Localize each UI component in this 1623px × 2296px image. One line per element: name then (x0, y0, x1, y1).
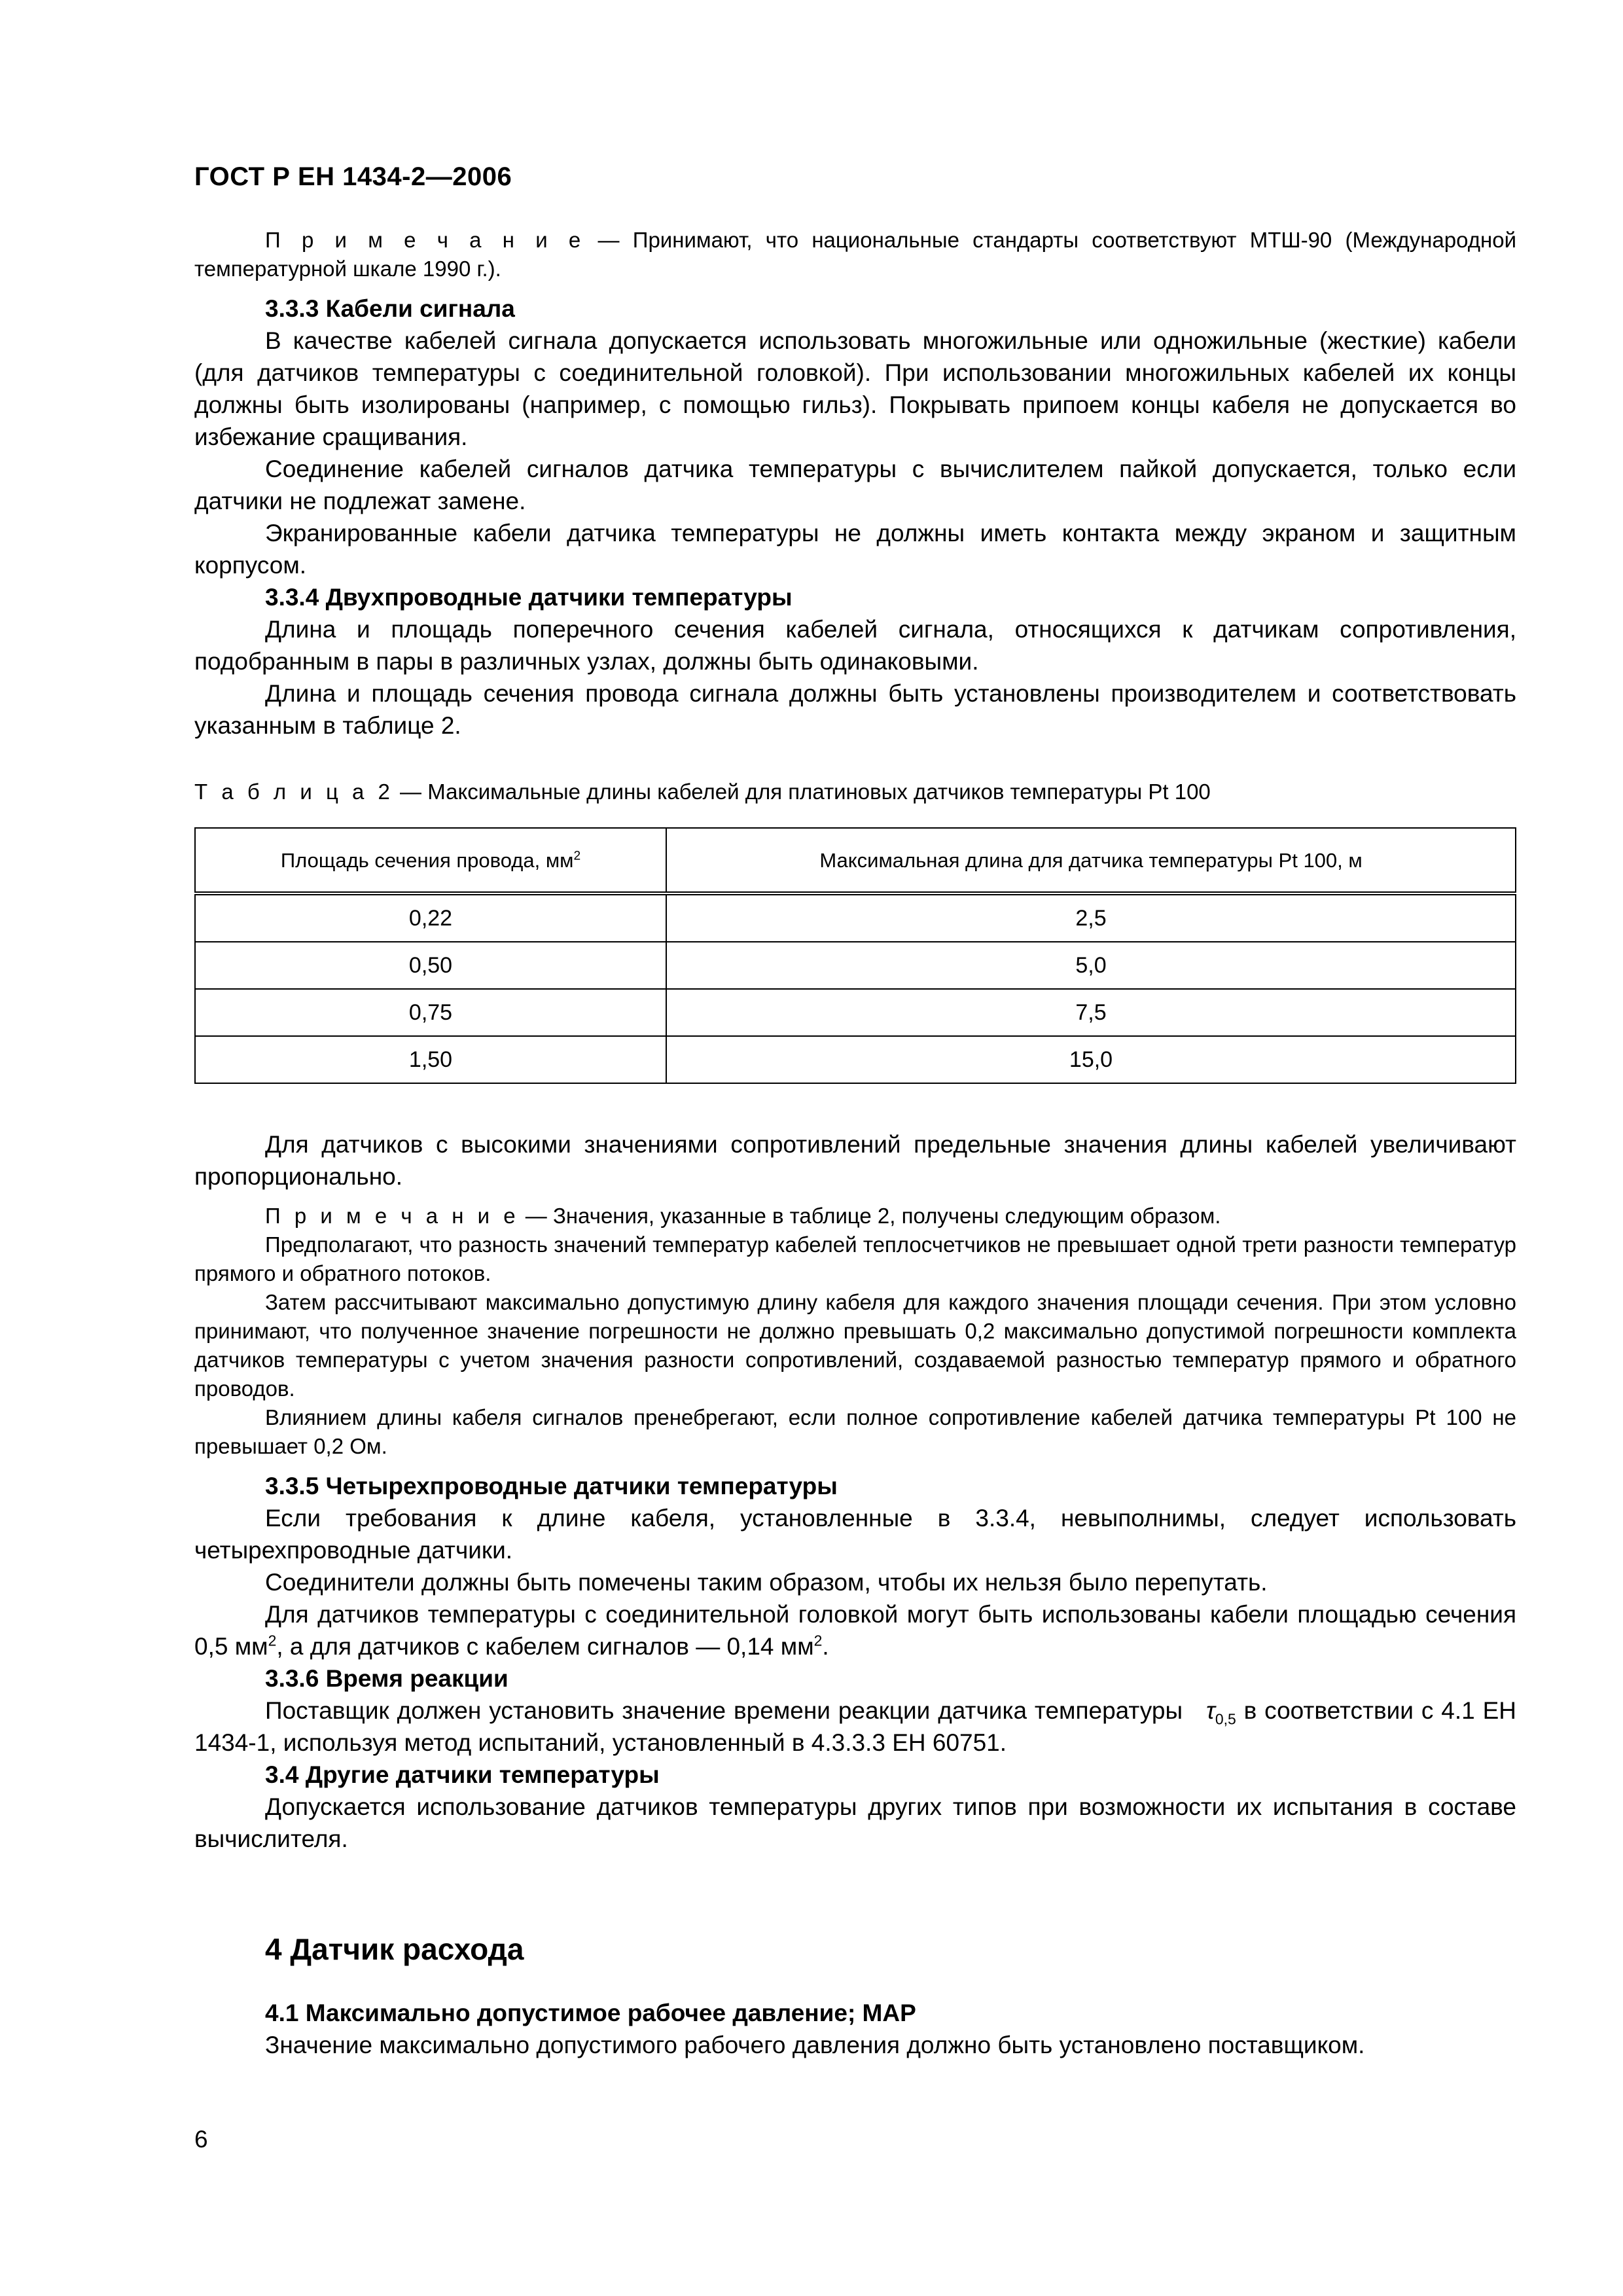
table-row: 0,75 7,5 (195, 989, 1516, 1036)
column-header-length: Максимальная длина для датчика температуры Pt 100, м (666, 828, 1516, 893)
paragraph: Значение максимально допустимого рабочего давления должно быть установлено поставщиком. (265, 2032, 1365, 2058)
section-4-title: 4 Датчик расхода (265, 1932, 524, 1966)
section-3-3-5-title: 3.3.5 Четырехпроводные датчики температуры (265, 1473, 838, 1499)
paragraph: Соединение кабелей сигналов датчика температуры с вычислителем пайкой допускается, только если датчики не подлежат замене. (194, 456, 1516, 514)
paragraph: Допускается использование датчиков температуры других типов при возможности их испытания в составе вычислителя. (194, 1793, 1516, 1852)
paragraph: Если требования к длине кабеля, установленные в 3.3.4, невыполнимы, следует использовать четырехпроводные датчики. (194, 1505, 1516, 1564)
paragraph: Длина и площадь сечения провода сигнала должны быть установлены производителем и соответствовать указанным в таблице 2. (194, 680, 1516, 739)
tau-symbol: τ (1205, 1697, 1215, 1724)
table-row: 0,50 5,0 (195, 942, 1516, 989)
section-3-4-title: 3.4 Другие датчики температуры (265, 1761, 660, 1788)
paragraph: В качестве кабелей сигнала допускается использовать многожильные или одножильные (жесткие) кабели (для датчиков температуры с соединительной головкой). При использовании многожильных кабелей их концы должны быть изолированы (например, с помощью гильз). Покрывать припоем концы кабеля не допускается во избежание сращивания. (194, 327, 1516, 450)
section-4-1-title: 4.1 Максимально допустимое рабочее давление; МАР (265, 2000, 916, 2026)
section-3-3-3-title: 3.3.3 Кабели сигнала (265, 295, 515, 322)
paragraph: Поставщик должен установить значение времени реакции датчика температуры $\tau_{0,5}$ в соответствии с 4.1 ЕН 1434-1, используя метод испытаний, установленный в 4.3.3.3 ЕН 60751. (194, 1697, 1516, 1756)
cable-length-table (194, 827, 1516, 1084)
document-id-header: ГОСТ Р ЕН 1434-2—2006 (194, 162, 512, 191)
note-label: П р и м е ч а н и е (265, 228, 585, 252)
page-number: 6 (194, 2126, 208, 2153)
paragraph: Экранированные кабели датчика температуры не должны иметь контакта между экраном и защитным корпусом. (194, 520, 1516, 579)
paragraph: Для датчиков с высокими значениями сопротивлений предельные значения длины кабелей увеличивают пропорционально. (194, 1131, 1516, 1190)
paragraph: Соединители должны быть помечены таким образом, чтобы их нельзя было перепутать. (265, 1569, 1268, 1596)
table-caption: Т а б л и ц а 2 — Максимальные длины кабелей для платиновых датчиков температуры Pt 100 (194, 780, 1211, 804)
note-table-values: П р и м е ч а н и е — Значения, указанные в таблице 2, получены следующим образом. Предполагают, что разность значений температур кабелей теплосчетчиков не превышает одной трети разности температур прямого и обратного потоков. Затем рассчитывают максимально допустимую длину кабеля для каждого значения площади сечения. При этом условно принимают, что полученное значение погрешности не должно превышать 0,2 максимально допустимой погрешности комплекта датчиков температуры с учетом значения разности сопротивлений, создаваемой разностью температур прямого и обратного проводов. Влиянием длины кабеля сигналов пренебрегают, если полное сопротивление кабелей датчика температуры Pt 100 не превышает 0,2 Ом. (194, 1204, 1516, 1458)
table-row: 1,50 15,0 (195, 1036, 1516, 1083)
column-header-area: Площадь сечения провода, $мм^2$ (195, 828, 666, 893)
paragraph: Длина и площадь поперечного сечения кабелей сигнала, относящихся к датчикам сопротивления, подобранным в пары в различных узлах, должны быть одинаковыми. (194, 616, 1516, 675)
paragraph: Для датчиков температуры с соединительной головкой могут быть использованы кабели площадью сечения 0,5 $мм^2$, а для датчиков с кабелем сигналов — 0,14 $мм^2$. (194, 1601, 1516, 1660)
note-temperature-scale: П р и м е ч а н и е — Принимают, что национальные стандарты соответствуют МТШ-90 (Международной температурной шкале 1990 г.). (194, 228, 1517, 281)
section-3-3-6-title: 3.3.6 Время реакции (265, 1665, 508, 1692)
section-3-3-4-title: 3.3.4 Двухпроводные датчики температуры (265, 584, 793, 611)
table-row: 0,22 2,5 (195, 893, 1516, 942)
page-content (194, 226, 1516, 2061)
